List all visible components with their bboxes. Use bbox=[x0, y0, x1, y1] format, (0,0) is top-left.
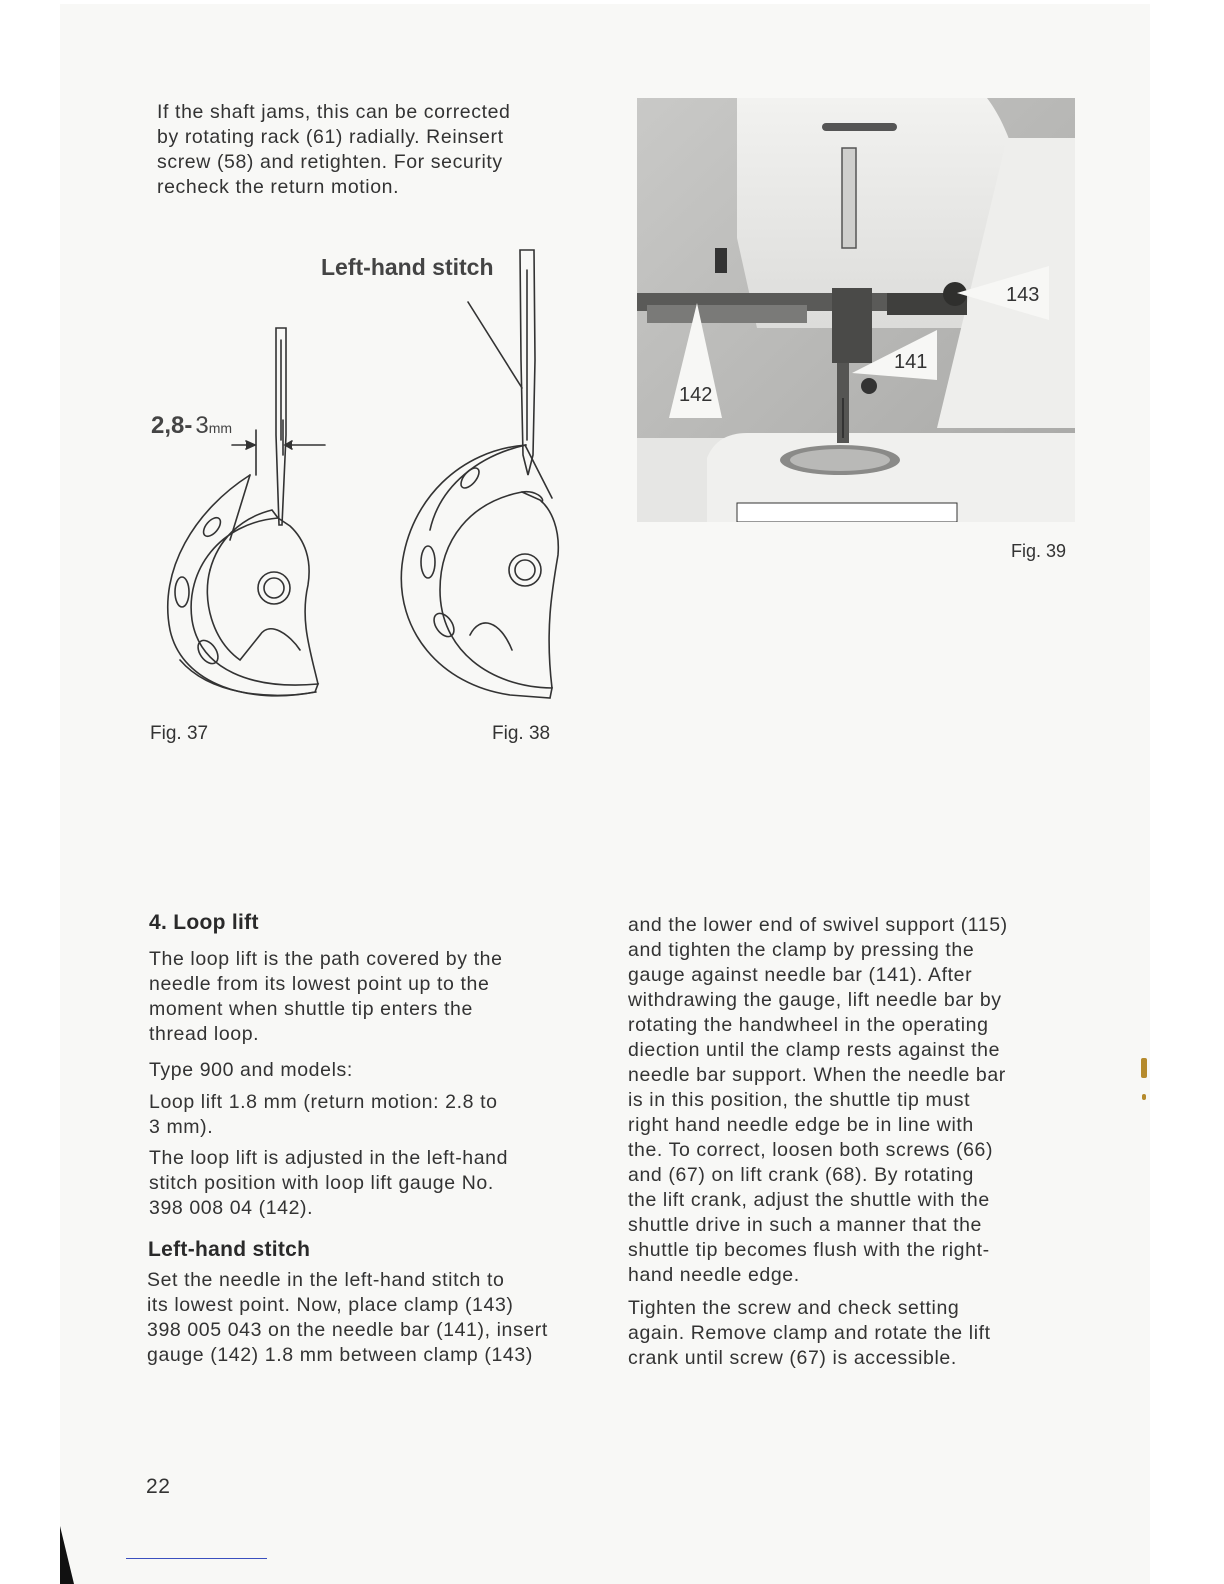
right-line: crank until screw (67) is accessible. bbox=[628, 1347, 957, 1369]
right-line: and tighten the clamp by pressing the bbox=[628, 939, 975, 961]
fig37-shuttle bbox=[168, 475, 318, 696]
left-hand-line: its lowest point. Now, place clamp (143) bbox=[147, 1294, 514, 1316]
top-paragraph-line: If the shaft jams, this can be corrected bbox=[157, 101, 511, 123]
right-line: diection until the clamp rests against the bbox=[628, 1039, 1001, 1061]
fig38-needle bbox=[468, 250, 535, 475]
fig38-caption: Fig. 38 bbox=[492, 723, 551, 744]
scan-edge-speck bbox=[1141, 1058, 1147, 1078]
fig39-caption: Fig. 39 bbox=[1011, 541, 1067, 561]
scan-edge-speck bbox=[1142, 1094, 1146, 1100]
scan-edge-mark bbox=[60, 1526, 74, 1584]
right-line: rotating the handwheel in the operating bbox=[628, 1014, 989, 1036]
callout-143-label: 143 bbox=[1006, 284, 1040, 306]
right-line: again. Remove clamp and rotate the lift bbox=[628, 1322, 991, 1344]
right-line: is in this position, the shuttle tip must bbox=[628, 1089, 971, 1111]
callout-142-label: 142 bbox=[679, 384, 713, 406]
fig38-shuttle bbox=[401, 445, 558, 698]
left-hand-line: Set the needle in the left-hand stitch to bbox=[147, 1269, 505, 1291]
right-line: gauge against needle bar (141). After bbox=[628, 964, 973, 986]
fig37-dimension-label: 2,8- 3mm bbox=[151, 412, 233, 439]
top-paragraph-line: by rotating rack (61) radially. Reinsert bbox=[157, 126, 504, 148]
right-line: and (67) on lift crank (68). By rotating bbox=[628, 1164, 974, 1186]
right-line: shuttle drive in such a manner that the bbox=[628, 1214, 983, 1236]
top-paragraph-line: screw (58) and retighten. For security bbox=[157, 151, 503, 173]
type-line: Type 900 and models: bbox=[149, 1059, 353, 1081]
right-line: Tighten the screw and check setting bbox=[628, 1297, 960, 1319]
spec-line: 3 mm). bbox=[149, 1116, 214, 1138]
adjust-line: stitch position with loop lift gauge No. bbox=[149, 1172, 494, 1194]
fig37-caption: Fig. 37 bbox=[150, 723, 209, 744]
scan-underline bbox=[126, 1558, 267, 1559]
subheading: Left-hand stitch bbox=[148, 1238, 311, 1261]
intro-line: needle from its lowest point up to the bbox=[149, 973, 490, 995]
callout-141-label: 141 bbox=[894, 351, 928, 373]
top-paragraph-line: recheck the return motion. bbox=[157, 176, 400, 198]
left-hand-line: 398 005 043 on the needle bar (141), insert bbox=[147, 1319, 548, 1341]
adjust-line: The loop lift is adjusted in the left-hand bbox=[149, 1147, 509, 1169]
right-line: withdrawing the gauge, lift needle bar by bbox=[628, 989, 1002, 1011]
fig38-label: Left-hand stitch bbox=[321, 254, 494, 280]
fig37-dimension-lines bbox=[232, 420, 325, 475]
spec-line: Loop lift 1.8 mm (return motion: 2.8 to bbox=[149, 1091, 498, 1113]
page-number: 22 bbox=[146, 1475, 171, 1498]
right-line: the lift crank, adjust the shuttle with the bbox=[628, 1189, 990, 1211]
right-line: the. To correct, loosen both screws (66) bbox=[628, 1139, 994, 1161]
fig39-photo bbox=[637, 98, 1075, 522]
right-line: hand needle edge. bbox=[628, 1264, 800, 1286]
right-line: needle bar support. When the needle bar bbox=[628, 1064, 1006, 1086]
intro-line: thread loop. bbox=[149, 1023, 260, 1045]
shuttle-diagram bbox=[140, 240, 580, 710]
intro-line: moment when shuttle tip enters the bbox=[149, 998, 473, 1020]
right-line: and the lower end of swivel support (115) bbox=[628, 914, 1008, 936]
fig37-needle bbox=[276, 328, 286, 525]
right-line: shuttle tip becomes flush with the right- bbox=[628, 1239, 990, 1261]
adjust-line: 398 008 04 (142). bbox=[149, 1197, 314, 1219]
section-heading: 4. Loop lift bbox=[149, 911, 259, 934]
intro-line: The loop lift is the path covered by the bbox=[149, 948, 503, 970]
right-line: right hand needle edge be in line with bbox=[628, 1114, 974, 1136]
left-hand-line: gauge (142) 1.8 mm between clamp (143) bbox=[147, 1344, 533, 1366]
